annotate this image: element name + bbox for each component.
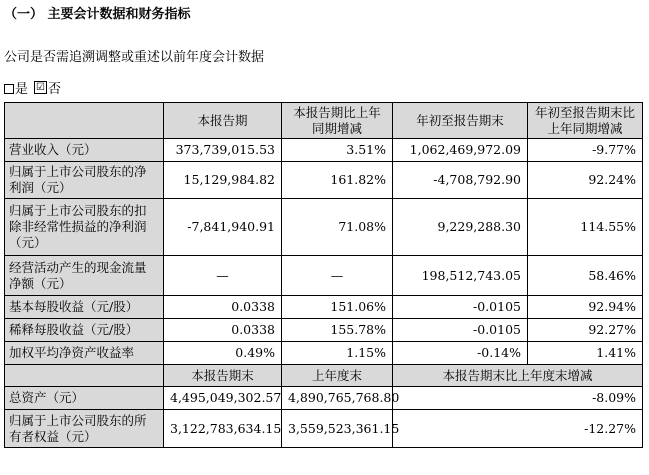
cell-value: 92.27% bbox=[528, 319, 643, 342]
header-ytd: 年初至报告期末 bbox=[393, 103, 528, 139]
cell-value: -8.09% bbox=[393, 387, 643, 410]
yes-label: 是 bbox=[15, 82, 29, 97]
cell-value: -12.27% bbox=[393, 410, 643, 448]
table-row bbox=[5, 410, 643, 448]
cell-value: 9,229,288.30 bbox=[393, 199, 528, 256]
no-label: 否 bbox=[48, 82, 62, 97]
cell-value: -0.0105 bbox=[393, 319, 528, 342]
cell-value: -0.0105 bbox=[393, 296, 528, 319]
cell-value: 373,739,015.53 bbox=[164, 139, 282, 162]
cell-value: 4,495,049,302.57 bbox=[164, 387, 282, 410]
header-cell-blank bbox=[5, 103, 164, 139]
cell-value: 155.78% bbox=[282, 319, 393, 342]
subheader-prior-year-end: 上年度末 bbox=[282, 365, 393, 387]
row-label: 稀释每股收益（元/股） bbox=[5, 319, 164, 342]
cell-value: 15,129,984.82 bbox=[164, 162, 282, 199]
financial-data-table bbox=[4, 102, 643, 448]
header-ytd-change: 年初至报告期末比上年同期增减 bbox=[528, 103, 643, 139]
cell-value: -9.77% bbox=[528, 139, 643, 162]
cell-value: 151.06% bbox=[282, 296, 393, 319]
row-label: 加权平均净资产收益率 bbox=[5, 342, 164, 365]
checkbox-no-checked[interactable]: ☑ bbox=[34, 81, 47, 94]
row-label: 经营活动产生的现金流量净额（元） bbox=[5, 256, 164, 296]
cell-value: 0.0338 bbox=[164, 296, 282, 319]
cell-value: 92.94% bbox=[528, 296, 643, 319]
table-row bbox=[5, 256, 643, 296]
cell-value: 3,122,783,634.15 bbox=[164, 410, 282, 448]
table-row bbox=[5, 139, 643, 162]
cell-value: 1,062,469,972.09 bbox=[393, 139, 528, 162]
row-label: 归属于上市公司股东的扣除非经常性损益的净利润（元） bbox=[5, 199, 164, 256]
section-heading: （一） 主要会计数据和财务指标 bbox=[4, 7, 191, 22]
cell-value: 1.41% bbox=[528, 342, 643, 365]
table-row bbox=[5, 199, 643, 256]
row-label: 营业收入（元） bbox=[5, 139, 164, 162]
table-row bbox=[5, 342, 643, 365]
subheader-cell-blank bbox=[5, 365, 164, 387]
table-row bbox=[5, 319, 643, 342]
cell-value: 0.49% bbox=[164, 342, 282, 365]
cell-value: 161.82% bbox=[282, 162, 393, 199]
subheader-change: 本报告期末比上年度末增减 bbox=[393, 365, 643, 387]
cell-value: 92.24% bbox=[528, 162, 643, 199]
cell-value: -0.14% bbox=[393, 342, 528, 365]
cell-value: — bbox=[164, 256, 282, 296]
cell-value: -7,841,940.91 bbox=[164, 199, 282, 256]
table-row bbox=[5, 162, 643, 199]
restatement-answer bbox=[4, 78, 61, 97]
cell-value: 58.46% bbox=[528, 256, 643, 296]
cell-value: 0.0338 bbox=[164, 319, 282, 342]
cell-value: 1.15% bbox=[282, 342, 393, 365]
cell-value: 71.08% bbox=[282, 199, 393, 256]
restatement-question: 公司是否需追溯调整或重述以前年度会计数据 bbox=[4, 50, 265, 65]
header-current-period: 本报告期 bbox=[164, 103, 282, 139]
cell-value: -4,708,792.90 bbox=[393, 162, 528, 199]
row-label: 总资产（元） bbox=[5, 387, 164, 410]
row-label: 基本每股收益（元/股） bbox=[5, 296, 164, 319]
table-row bbox=[5, 296, 643, 319]
row-label: 归属于上市公司股东的净利润（元） bbox=[5, 162, 164, 199]
header-current-period-change: 本报告期比上年同期增减 bbox=[282, 103, 393, 139]
cell-value: 3,559,523,361.15 bbox=[282, 410, 393, 448]
cell-value: 114.55% bbox=[528, 199, 643, 256]
cell-value: 4,890,765,768.80 bbox=[282, 387, 393, 410]
table-row bbox=[5, 387, 643, 410]
cell-value: — bbox=[282, 256, 393, 296]
cell-value: 198,512,743.05 bbox=[393, 256, 528, 296]
checkbox-yes[interactable] bbox=[4, 84, 14, 94]
cell-value: 3.51% bbox=[282, 139, 393, 162]
table-header-row bbox=[5, 103, 643, 139]
subheader-period-end: 本报告期末 bbox=[164, 365, 282, 387]
table-subheader-row bbox=[5, 365, 643, 387]
row-label: 归属于上市公司股东的所有者权益（元） bbox=[5, 410, 164, 448]
